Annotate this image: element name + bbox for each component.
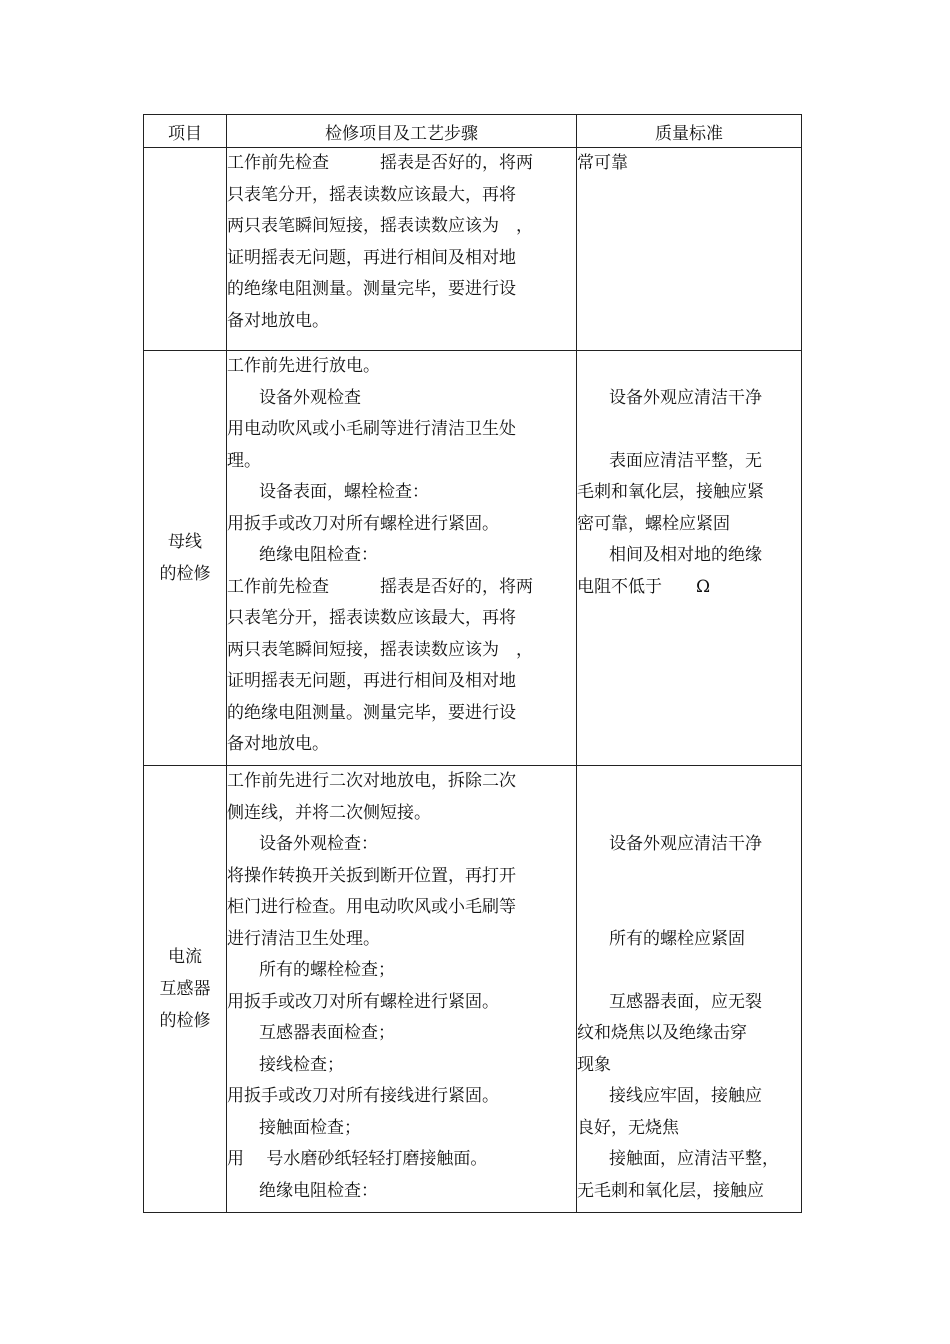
- item-label-line: 的检修: [159, 1011, 211, 1031]
- step-line: 侧连线，并将二次侧短接。: [227, 802, 431, 823]
- standard-line: 接触面，应清洁平整，: [609, 1149, 779, 1169]
- step-line: 只表笔分开，摇表读数应该最大，再将: [227, 184, 516, 205]
- step-line: 用电动吹风或小毛刷等进行清洁卫生处: [227, 419, 516, 439]
- step-line: 两只表笔瞬间短接，摇表读数应该为 ，: [227, 639, 533, 660]
- step-line: 理。: [227, 450, 261, 471]
- standard-cell: [577, 148, 802, 351]
- table-row: [144, 766, 802, 1213]
- header-item: 项目: [144, 115, 227, 148]
- step-line: 用扳手或改刀对所有螺栓进行紧固。: [227, 991, 499, 1012]
- standard-line: 设备外观应清洁干净: [609, 387, 762, 408]
- standard-line: 良好，无烧焦: [577, 1117, 679, 1138]
- step-line: 备对地放电。: [227, 310, 329, 331]
- step-line: 的绝缘电阻测量。测量完毕，要进行设: [227, 702, 516, 723]
- step-line: 用 号水磨砂纸轻轻打磨接触面。: [227, 1149, 488, 1169]
- standard-line: 纹和烧焦以及绝缘击穿: [577, 1023, 747, 1043]
- item-cell: [144, 148, 227, 351]
- standard-line: 无毛刺和氧化层，接触应: [577, 1180, 764, 1201]
- standard-cell: [577, 766, 802, 1213]
- standard-line: 密可靠，螺栓应紧固: [577, 513, 730, 534]
- step-line: 证明摇表无问题，再进行相间及相对地: [227, 247, 516, 268]
- step-line: 两只表笔瞬间短接，摇表读数应该为 ，: [227, 216, 533, 236]
- standard-line: 毛刺和氧化层，接触应紧: [577, 482, 764, 502]
- steps-cell: [227, 148, 577, 351]
- item-label-line: 电流: [168, 947, 202, 967]
- step-line: 证明摇表无问题，再进行相间及相对地: [227, 671, 516, 691]
- standard-line: 常可靠: [577, 153, 628, 173]
- step-line: 绝缘电阻检查：: [259, 545, 378, 565]
- step-line: 的绝缘电阻测量。测量完毕，要进行设: [227, 279, 516, 299]
- step-line: 接线检查；: [259, 1054, 344, 1075]
- step-line: 互感器表面检查；: [259, 1023, 395, 1043]
- item-cell: [144, 351, 227, 766]
- step-line: 设备表面，螺栓检查：: [259, 482, 429, 502]
- standard-line: 电阻不低于 Ω: [577, 576, 711, 597]
- standard-line: 表面应清洁平整，无: [609, 450, 762, 471]
- step-line: 只表笔分开，摇表读数应该最大，再将: [227, 608, 516, 628]
- item-label: [160, 941, 211, 1037]
- step-line: 接触面检查；: [259, 1117, 361, 1138]
- step-line: 绝缘电阻检查：: [259, 1180, 378, 1201]
- table-row: [144, 148, 802, 351]
- item-label-line: 的检修: [159, 564, 211, 584]
- step-line: 设备外观检查：: [259, 834, 378, 854]
- step-line: 柜门进行检查。用电动吹风或小毛刷等: [227, 897, 516, 917]
- step-line: 设备外观检查: [259, 387, 361, 408]
- standard-line: 所有的螺栓应紧固: [609, 928, 745, 949]
- step-line: 备对地放电。: [227, 734, 329, 754]
- table-row: [144, 351, 802, 766]
- step-line: 工作前先检查 摇表是否好的，将两: [227, 576, 533, 597]
- maintenance-table: [143, 114, 802, 1213]
- item-label-line: 互感器: [159, 979, 211, 999]
- step-line: 工作前先进行二次对地放电，拆除二次: [227, 771, 516, 791]
- step-line: 所有的螺栓检查；: [259, 960, 395, 980]
- item-label: [160, 526, 211, 590]
- standard-line: 接线应牢固，接触应: [609, 1086, 762, 1106]
- step-line: 工作前先进行放电。: [227, 356, 380, 376]
- step-line: 工作前先检查 摇表是否好的，将两: [227, 153, 533, 173]
- step-line: 将操作转换开关扳到断开位置，再打开: [227, 865, 516, 886]
- standard-cell: [577, 351, 802, 766]
- table-header-row: [144, 115, 802, 148]
- steps-cell: [227, 351, 577, 766]
- standard-line: 互感器表面，应无裂: [609, 991, 762, 1012]
- item-cell: [144, 766, 227, 1213]
- standard-line: 相间及相对地的绝缘: [609, 545, 762, 565]
- steps-cell: [227, 766, 577, 1213]
- item-label-line: 母线: [168, 532, 202, 552]
- standard-line: 设备外观应清洁干净: [609, 834, 762, 854]
- step-line: 用扳手或改刀对所有螺栓进行紧固。: [227, 513, 499, 534]
- step-line: 进行清洁卫生处理。: [227, 928, 380, 949]
- step-line: 用扳手或改刀对所有接线进行紧固。: [227, 1086, 499, 1106]
- header-standard: 质量标准: [577, 115, 802, 148]
- standard-line: 现象: [577, 1054, 611, 1075]
- header-steps: 检修项目及工艺步骤: [227, 115, 577, 148]
